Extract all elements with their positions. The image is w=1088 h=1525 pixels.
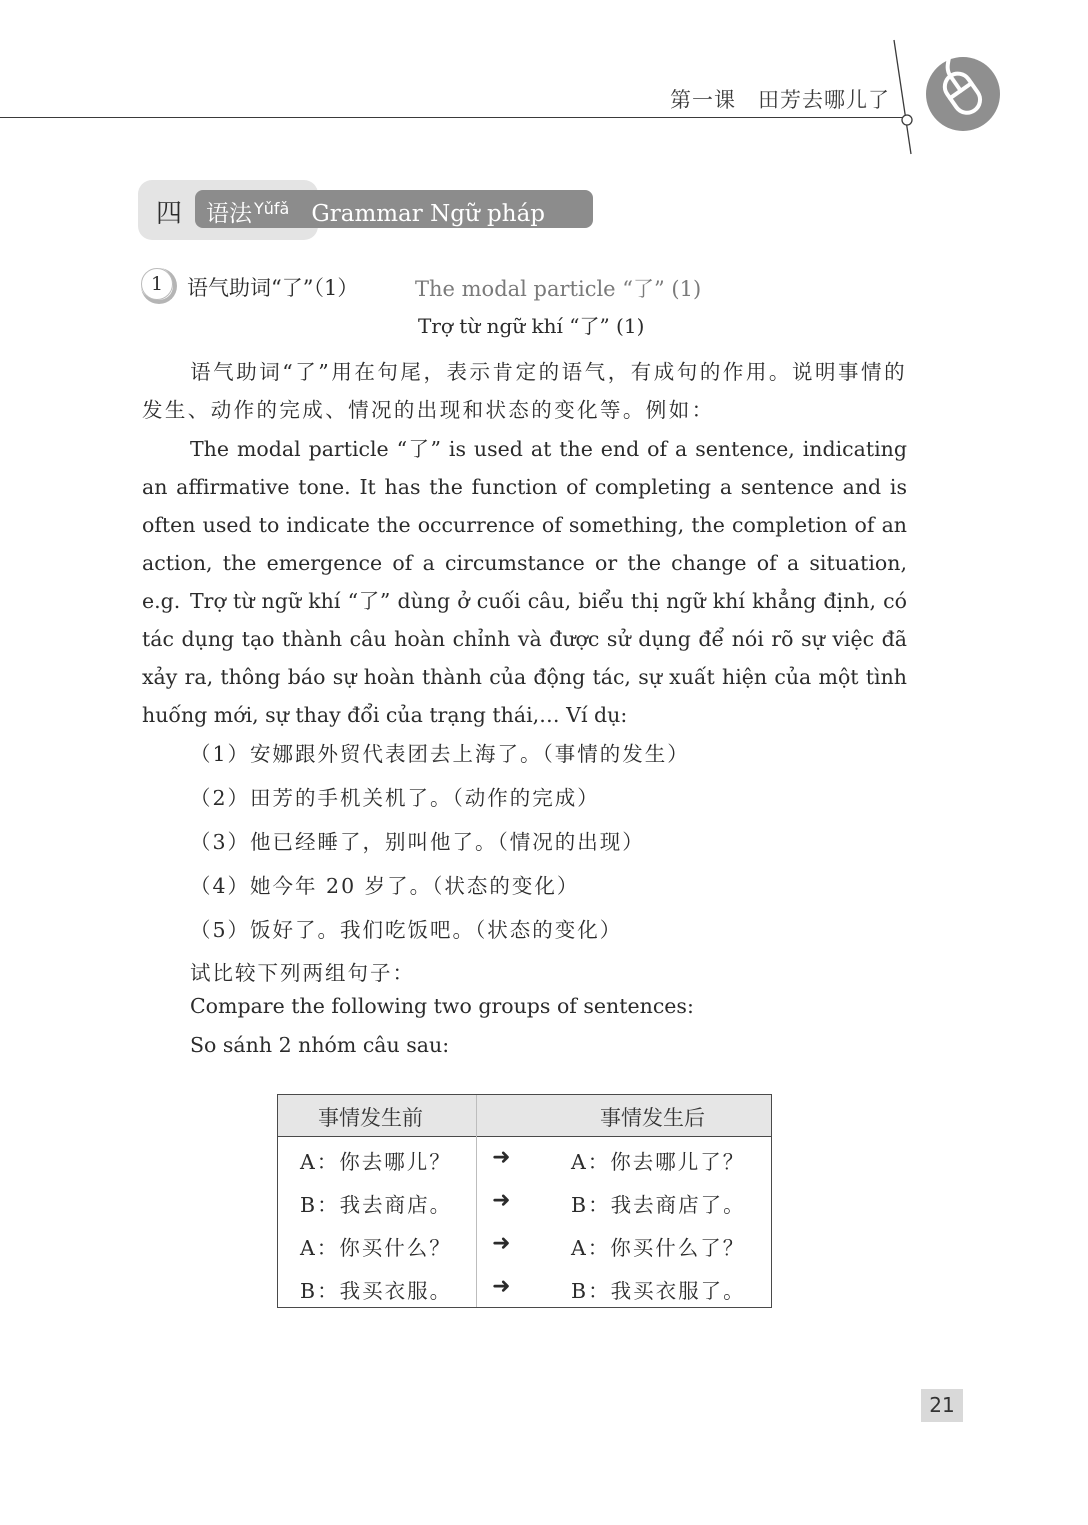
compare-instruction-zh: 试比较下列两组句子： [190, 961, 415, 985]
header-rule [0, 117, 905, 118]
compare-instruction-vi: So sánh 2 nhóm câu sau: [190, 1033, 450, 1057]
table-cell-after: A：你买什么了？ [571, 1236, 746, 1260]
example-2: （2）田芳的手机关机了。（动作的完成） [190, 786, 600, 810]
arrow-right-icon: ➜ [492, 1188, 513, 1213]
running-header [670, 84, 890, 114]
section-number: 四 [156, 199, 183, 229]
example-1: （1）安娜跟外贸代表团去上海了。（事情的发生） [190, 742, 690, 766]
computer-mouse-icon [880, 38, 1010, 156]
table-cell-before: B：我买衣服。 [300, 1279, 453, 1303]
paragraph-zh: 语气助词“了”用在句尾，表示肯定的语气，有成句的作用。说明事情的发生、动作的完成、情况的出现和状态的变化等。例如： [142, 360, 907, 422]
header-lesson-title: 田芳去哪儿了 [758, 88, 890, 112]
page-number: 21 [929, 1393, 955, 1417]
table-cell-after: B：我去商店了。 [571, 1193, 746, 1217]
compare-instruction-en: Compare the following two groups of sentences: [190, 994, 694, 1018]
example-5: （5）饭好了。我们吃饭吧。（状态的变化） [190, 918, 623, 942]
subsection-number: 1 [141, 268, 173, 300]
arrow-right-icon: ➜ [492, 1145, 513, 1170]
table-cell-before: A：你去哪儿？ [300, 1150, 452, 1174]
section-title-pinyin: Yǔfǎ [254, 199, 290, 218]
section-title [206, 195, 545, 228]
table-cell-before: B：我去商店。 [300, 1193, 453, 1217]
table-header-before: 事情发生前 [318, 1106, 423, 1130]
subsection-title-zh: 语气助词“了”（1） [187, 276, 359, 300]
subsection-title-en: The modal particle “了” (1) [415, 277, 702, 301]
table-header-after: 事情发生后 [600, 1106, 705, 1130]
subsection-title-vi: Trợ từ ngữ khí “了” (1) [418, 314, 645, 338]
arrow-right-icon: ➜ [492, 1231, 513, 1256]
paragraph-vi: Trợ từ ngữ khí “了” dùng ở cuối câu, biểu thị ngữ khí khẳng định, có tác dụng tạo thành câu hoàn chỉnh và được sử dụng để nói rõ sự việc đã xảy ra, thông báo sự hoàn thành của động tác, sự xuất hiện của một tình huống mới, sự thay đổi của trạng thái,… Ví dụ: [142, 589, 907, 727]
section-title-zh: 语法 [206, 201, 252, 227]
paragraph-en: The modal particle “了” is used at the end of a sentence, indicating an affirmative tone. It has the function of completing a sentence and is often used to indicate the occurrence of something, the completion of an action, the emergence of a circumstance or the change of a situation, e.g. [142, 437, 907, 613]
example-4: （4）她今年 20 岁了。（状态的变化） [190, 874, 580, 898]
example-3: （3）他已经睡了，别叫他了。（情况的出现） [190, 830, 645, 854]
table-cell-after: B：我买衣服了。 [571, 1279, 746, 1303]
header-lesson: 第一课 [670, 88, 736, 112]
table-cell-after: A：你去哪儿了？ [571, 1150, 746, 1174]
table-cell-before: A：你买什么？ [300, 1236, 452, 1260]
comparison-table [277, 1094, 772, 1308]
section-title-en-vi: Grammar Ngữ pháp [311, 201, 546, 227]
table-column-divider [476, 1095, 477, 1307]
arrow-right-icon: ➜ [492, 1274, 513, 1299]
